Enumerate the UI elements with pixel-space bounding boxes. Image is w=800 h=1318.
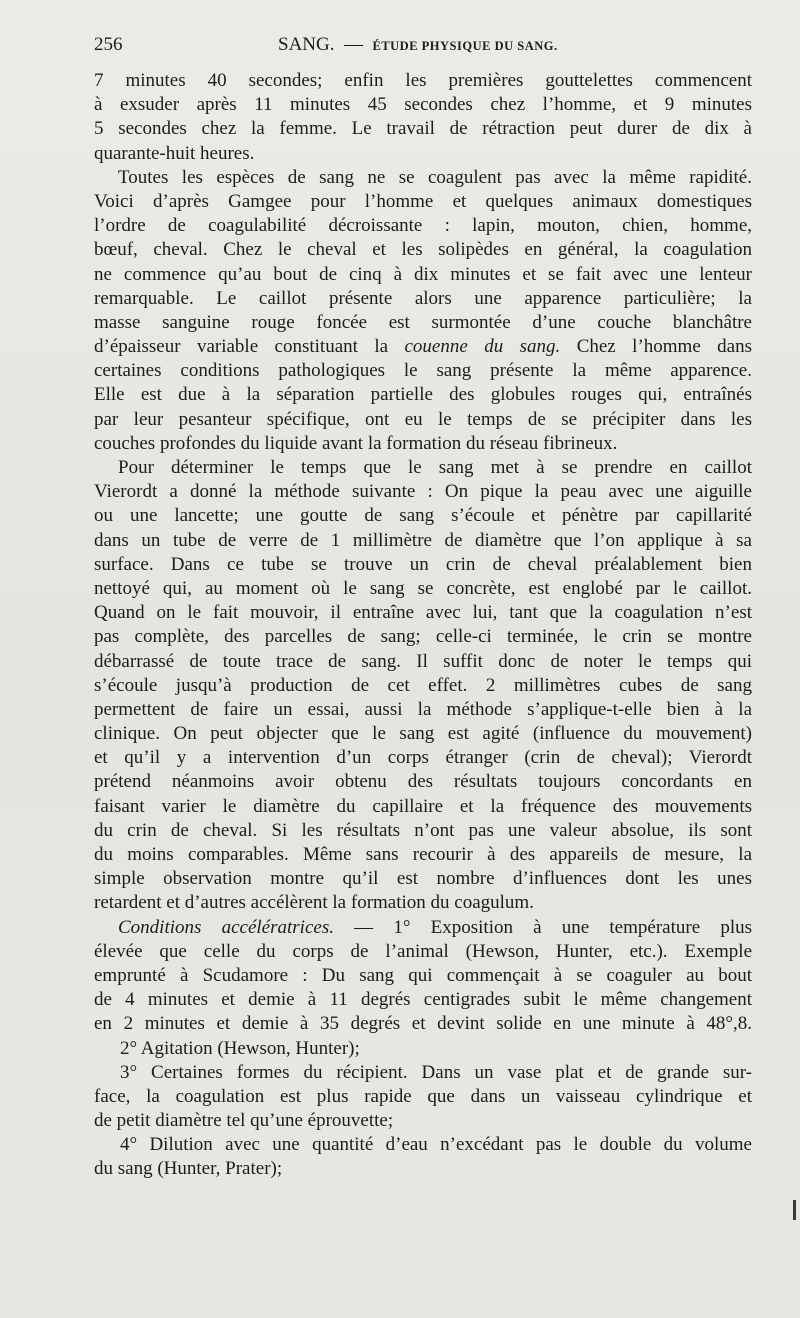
- text-line: masse sanguine rouge foncée est surmontée d’une couche blanchâtre: [94, 311, 752, 333]
- italic-heading: Conditions accélératrices.: [118, 916, 334, 938]
- text-line: prétend néanmoins avoir obtenu des résultats toujours concordants en: [94, 771, 752, 793]
- text-line: Pour déterminer le temps que le sang met à se prendre en caillot: [118, 457, 752, 478]
- text-line: débarrassé de toute trace de sang. Il suffit donc de noter le temps qui: [94, 650, 752, 672]
- text-line: de petit diamètre tel qu’une éprouvette;: [94, 1110, 394, 1132]
- text-line: nettoyé qui, au moment où le sang se concrète, est englobé par le caillot.: [94, 577, 752, 599]
- text-line: 3° Certaines formes du récipient. Dans un vase plat et de grande sur-: [120, 1061, 752, 1083]
- text-line: par leur pesanteur spécifique, ont eu le temps de se précipiter dans les: [94, 408, 752, 430]
- text-line: emprunté à Scudamore : Du sang qui commençait à se coaguler au bout: [94, 964, 752, 986]
- text-line: remarquable. Le caillot présente alors une apparence particulière; la: [94, 287, 752, 309]
- text-line: clinique. On peut objecter que le sang est agité (influence du mouvement): [94, 723, 752, 745]
- text-line: permettent de faire un essai, aussi la méthode s’applique-t-elle bien à la: [94, 698, 752, 720]
- binding-mark: [793, 1200, 796, 1220]
- text-line: Quand on le fait mouvoir, il entraîne avec lui, tant que la coagulation n’est: [94, 602, 752, 624]
- text-line: Elle est due à la séparation partielle des globules rouges qui, entraînés: [94, 384, 752, 406]
- text-line: du crin de cheval. Si les résultats n’ont pas une valeur absolue, ils sont: [94, 819, 752, 841]
- text-segment: — 1° Exposition à une température plus: [333, 916, 752, 938]
- text-line: quarante-huit heures.: [94, 142, 255, 164]
- text-line: surface. Dans ce tube se trouve un crin de cheval préalablement bien: [94, 553, 752, 575]
- text-line: élevée que celle du corps de l’animal (Hewson, Hunter, etc.). Exemple: [94, 940, 752, 962]
- text-line: pas complète, des parcelles de sang; celle-ci terminée, le crin se montre: [94, 626, 752, 648]
- text-segment: d’épaisseur variable constituant la: [94, 336, 405, 358]
- text-line: s’écoule jusqu’à production de cet effet. 2 millimètres cubes de sang: [94, 674, 752, 696]
- text-line: face, la coagulation est plus rapide que dans un vaisseau cylindrique et: [94, 1085, 752, 1107]
- text-line: ou une lancette; une goutte de sang s’écoule et pénètre par capillarité: [94, 505, 752, 527]
- text-line: 4° Dilution avec une quantité d’eau n’excédant pas le double du volume: [120, 1134, 752, 1156]
- text-line: l’ordre de coagulabilité décroissante : lapin, mouton, chien, homme,: [94, 215, 752, 237]
- running-head: [278, 34, 558, 56]
- running-title: SANG.: [278, 34, 335, 55]
- text-line: Toutes les espèces de sang ne se coagulent pas avec la même rapidité.: [118, 166, 752, 188]
- text-line: de 4 minutes et demie à 11 degrés centigrades subit le même changement: [94, 989, 752, 1011]
- text-line: du moins comparables. Même sans recourir à des appareils de mesure, la: [94, 844, 752, 865]
- text-line: à exsuder après 11 minutes 45 secondes chez l’homme, et 9 minutes: [94, 94, 752, 116]
- text-line: [94, 335, 752, 359]
- text-segment: Chez l’homme dans: [560, 336, 753, 358]
- running-subtitle: ÉTUDE PHYSIQUE DU SANG.: [372, 39, 558, 53]
- text-line: dans un tube de verre de 1 millimètre de diamètre que l’on applique à sa: [94, 529, 752, 551]
- body-text: [94, 69, 752, 1182]
- text-line: couches profondes du liquide avant la formation du réseau fibrineux.: [94, 432, 618, 454]
- text-line: Voici d’après Gamgee pour l’homme et quelques animaux domestiques: [94, 190, 752, 212]
- italic-term: couenne du sang.: [404, 336, 561, 358]
- page-number: 256: [94, 34, 123, 55]
- text-line: en 2 minutes et demie à 35 degrés et devint solide en une minute à 48°,8.: [94, 1013, 752, 1035]
- text-line: [94, 916, 752, 940]
- text-line: et qu’il y a intervention d’un corps étranger (crin de cheval); Vierordt: [94, 747, 752, 769]
- text-line: 2° Agitation (Hewson, Hunter);: [120, 1037, 360, 1059]
- text-line: 7 minutes 40 secondes; enfin les premières gouttelettes commencent: [94, 70, 752, 91]
- text-line: bœuf, cheval. Chez le cheval et les solipèdes en général, la coagulation: [94, 239, 752, 261]
- running-dash: —: [343, 34, 363, 55]
- page-header: [94, 34, 754, 64]
- text-line: du sang (Hunter, Prater);: [94, 1158, 283, 1180]
- text-line: certaines conditions pathologiques le sang présente la même apparence.: [94, 360, 752, 382]
- text-line: 5 secondes chez la femme. Le travail de rétraction peut durer de dix à: [94, 118, 752, 140]
- text-line: simple observation montre qu’il est nombre d’influences dont les unes: [94, 868, 752, 890]
- text-line: Vierordt a donné la méthode suivante : On pique la peau avec une aiguille: [94, 481, 752, 503]
- text-line: faisant varier le diamètre du capillaire et la fréquence des mouvements: [94, 795, 752, 817]
- text-line: ne commence qu’au bout de cinq à dix minutes et se fait avec une lenteur: [94, 263, 752, 285]
- text-line: retardent et d’autres accélèrent la formation du coagulum.: [94, 892, 534, 914]
